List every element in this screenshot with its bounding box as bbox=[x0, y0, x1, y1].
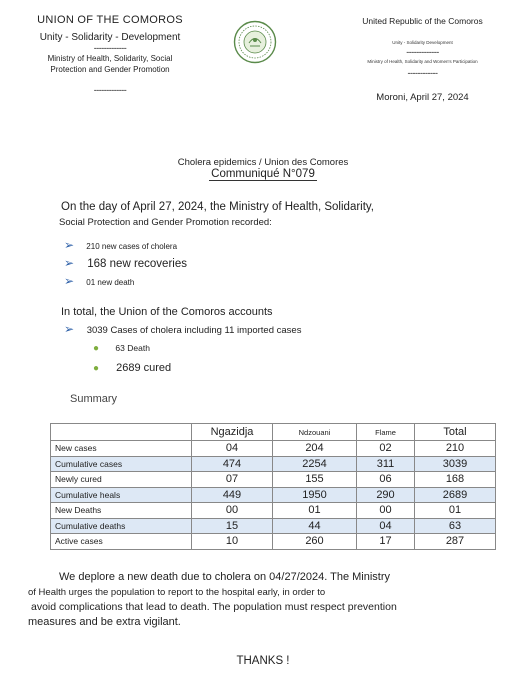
national-seal-icon bbox=[233, 20, 277, 64]
summary-label: Summary bbox=[70, 393, 118, 405]
arrow-bullet-icon: ➢ bbox=[64, 322, 75, 336]
sub-bullet-item bbox=[93, 362, 171, 374]
bullet-text: 01 new death bbox=[86, 278, 135, 287]
header-left-motto: Unity - Solidarity - Development bbox=[39, 32, 181, 43]
communique-title-text: Communiqué N°079 bbox=[211, 168, 315, 180]
table-cell: 01 bbox=[415, 503, 496, 519]
table-cell: 44 bbox=[273, 518, 357, 534]
table-cell: 3039 bbox=[415, 456, 496, 472]
table-row-label: New Deaths bbox=[51, 503, 192, 519]
table-header-cell: Ngazidja bbox=[192, 424, 273, 441]
bullet-item bbox=[64, 256, 187, 270]
table-cell: 2254 bbox=[273, 456, 357, 472]
total-intro: In total, the Union of the Comoros accounts bbox=[61, 306, 273, 318]
table-cell: 00 bbox=[192, 503, 273, 519]
table-cell: 290 bbox=[357, 487, 415, 503]
table-header-cell: Flame bbox=[357, 424, 415, 441]
table-cell: 210 bbox=[415, 441, 496, 457]
table-cell: 287 bbox=[415, 534, 496, 550]
table-row-label: Newly cured bbox=[51, 472, 192, 488]
bullet-item bbox=[64, 274, 134, 288]
table-header-cell bbox=[51, 424, 192, 441]
place-date: Moroni, April 27, 2024 bbox=[376, 92, 469, 103]
header-left-separator: ------------- bbox=[93, 43, 127, 53]
table-cell: 15 bbox=[192, 518, 273, 534]
table-cell: 00 bbox=[357, 503, 415, 519]
table-header-row bbox=[51, 424, 496, 441]
thanks-text: THANKS ! bbox=[236, 655, 290, 667]
intro-line2: Social Protection and Gender Promotion recorded: bbox=[59, 217, 272, 228]
closing-paragraph bbox=[28, 570, 498, 630]
bullet-text: 210 new cases of cholera bbox=[86, 242, 178, 251]
table-cell: 1950 bbox=[273, 487, 357, 503]
table-row-label: Active cases bbox=[51, 534, 192, 550]
table-cell: 204 bbox=[273, 441, 357, 457]
table-row-label: Cumulative heals bbox=[51, 487, 192, 503]
table-row bbox=[51, 534, 496, 550]
table-row bbox=[51, 518, 496, 534]
table-cell: 168 bbox=[415, 472, 496, 488]
table-row-label: Cumulative deaths bbox=[51, 518, 192, 534]
header-left bbox=[0, 14, 220, 95]
closing-line1: We deplore a new death due to cholera on 04/27/2024. The Ministry bbox=[59, 571, 391, 583]
total-bullet bbox=[64, 322, 301, 336]
table-cell: 155 bbox=[273, 472, 357, 488]
closing-line4: measures and be extra vigilant. bbox=[28, 616, 181, 628]
arrow-bullet-icon: ➢ bbox=[64, 238, 75, 252]
header-right-separator: ------------- bbox=[406, 47, 439, 57]
arrow-bullet-icon: ➢ bbox=[64, 274, 75, 288]
table-row bbox=[51, 456, 496, 472]
table-cell: 01 bbox=[273, 503, 357, 519]
sub-bullet-text: 63 Death bbox=[115, 343, 150, 353]
header-left-ministry-line2: Protection and Gender Promotion bbox=[50, 65, 170, 74]
table-cell: 04 bbox=[192, 441, 273, 457]
table-cell: 07 bbox=[192, 472, 273, 488]
table-header-cell: Ndzouani bbox=[273, 424, 357, 441]
bullet-text: 168 new recoveries bbox=[87, 258, 187, 270]
header-left-ministry-line1: Ministry of Health, Solidarity, Social bbox=[47, 54, 173, 63]
table-cell: 02 bbox=[357, 441, 415, 457]
header-right-ministry: Ministry of Health, Solidarity and Women's Participation bbox=[367, 59, 478, 64]
table-row bbox=[51, 503, 496, 519]
table-row bbox=[51, 487, 496, 503]
table-header-cell: Total bbox=[415, 424, 496, 441]
table-cell: 04 bbox=[357, 518, 415, 534]
table-cell: 06 bbox=[357, 472, 415, 488]
table-cell: 311 bbox=[357, 456, 415, 472]
header-left-country: UNION OF THE COMOROS bbox=[37, 14, 183, 26]
bullet-item bbox=[64, 238, 177, 252]
header-right bbox=[335, 16, 510, 103]
arrow-bullet-icon: ➢ bbox=[64, 256, 75, 270]
sub-bullet-text: 2689 cured bbox=[116, 362, 172, 374]
table-cell: 2689 bbox=[415, 487, 496, 503]
header-right-motto: Unity - Solidarity Development bbox=[392, 40, 453, 45]
table-cell: 260 bbox=[273, 534, 357, 550]
table-cell: 449 bbox=[192, 487, 273, 503]
table-cell: 474 bbox=[192, 456, 273, 472]
intro-paragraph bbox=[61, 200, 374, 230]
table-cell: 17 bbox=[357, 534, 415, 550]
total-bullet-text: 3039 Cases of cholera including 11 imported cases bbox=[86, 325, 302, 336]
table-row bbox=[51, 441, 496, 457]
table-row-label: Cumulative cases bbox=[51, 456, 192, 472]
sub-bullet-item bbox=[93, 343, 150, 354]
table-cell: 63 bbox=[415, 518, 496, 534]
header-right-separator2: ------------ bbox=[407, 68, 438, 78]
dot-bullet-icon: ● bbox=[93, 343, 100, 354]
intro-line1: On the day of April 27, 2024, the Ministry of Health, Solidarity, bbox=[61, 201, 375, 213]
dot-bullet-icon: ● bbox=[93, 363, 100, 374]
table-cell: 10 bbox=[192, 534, 273, 550]
header-right-country: United Republic of the Comoros bbox=[362, 16, 483, 26]
summary-table bbox=[50, 423, 496, 550]
table-row-label: New cases bbox=[51, 441, 192, 457]
table-row bbox=[51, 472, 496, 488]
communique-title bbox=[0, 168, 526, 180]
subject-line: Cholera epidemics / Union des Comores bbox=[177, 157, 349, 168]
closing-line3: avoid complications that lead to death. The population must respect prevention bbox=[31, 601, 397, 613]
closing-line2: of Health urges the population to report to the hospital early, in order to bbox=[28, 587, 326, 598]
header-left-separator2: ------------- bbox=[93, 85, 127, 95]
